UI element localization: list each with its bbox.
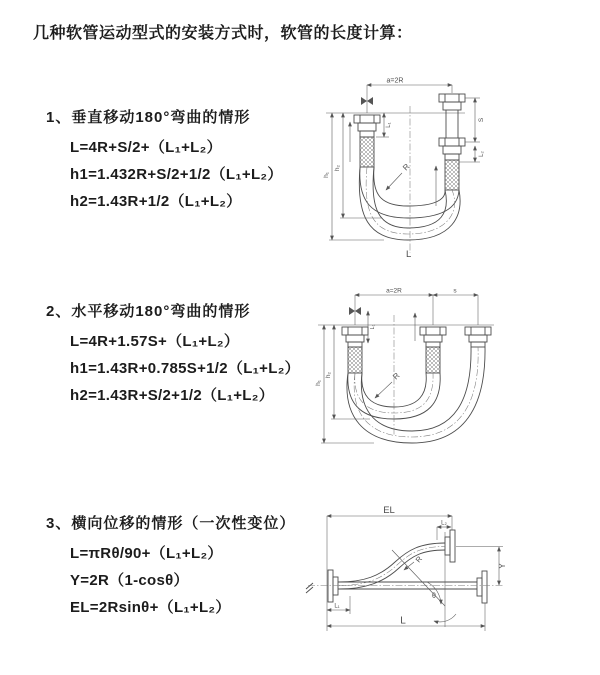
dim-label-el: EL xyxy=(383,505,395,516)
formula-line: L=πRθ/90+（L₁+L₂） xyxy=(70,545,223,562)
section-lateral-displacement xyxy=(46,512,295,621)
diagram-lateral-displacement xyxy=(296,500,600,648)
dim-label-l2: L₂ xyxy=(479,151,485,157)
theta-label: θ xyxy=(432,593,436,600)
formula-line: L=4R+S/2+（L₁+L₂） xyxy=(70,139,222,156)
formula-list xyxy=(46,134,283,215)
diagram-vertical-180-bend xyxy=(312,70,594,265)
dim-label-h2: h₂ xyxy=(325,371,332,379)
dim-label-l1: L₁ xyxy=(386,122,392,128)
formula-line: Y=2R（1-cosθ） xyxy=(70,572,189,589)
left-pipe-fitting xyxy=(342,327,368,373)
formula-line: EL=2Rsinθ+（L₁+L₂） xyxy=(70,599,231,616)
dim-label-h1: h₁ xyxy=(323,172,330,178)
formula-list xyxy=(46,540,295,621)
right-pipe-fitting xyxy=(465,327,491,347)
dim-h1 xyxy=(315,325,374,443)
formula-line: h2=1.43R+1/2（L₁+L₂） xyxy=(70,193,242,210)
right-pipe-fitting xyxy=(439,94,465,190)
angle-construction xyxy=(392,532,456,627)
radius-callout xyxy=(386,162,412,190)
section-horizontal-180-bend xyxy=(46,300,300,409)
dim-y xyxy=(456,547,507,586)
section-vertical-180-bend xyxy=(46,106,283,215)
braided-hose-section xyxy=(360,137,374,167)
section-heading: 1、垂直移动180°弯曲的情形 xyxy=(46,109,251,126)
dim-label-l1: L₁ xyxy=(334,603,340,610)
left-flange xyxy=(328,570,338,602)
braided-hose-section xyxy=(348,347,362,373)
dim-label-h2: h₂ xyxy=(334,164,341,172)
upper-flange xyxy=(445,530,455,562)
braided-hose-section xyxy=(445,160,459,190)
dim-el xyxy=(327,505,452,631)
dim-s xyxy=(465,98,485,142)
pipe-break-mark xyxy=(306,583,313,593)
dim-label-s: S xyxy=(478,117,485,123)
formula-line: L=4R+1.57S+（L₁+L₂） xyxy=(70,333,240,350)
dim-h2 xyxy=(325,325,370,419)
radius-callout xyxy=(375,371,402,398)
dim-span-a2r xyxy=(367,78,452,97)
dim-label-l: L xyxy=(400,615,406,627)
dim-l2 xyxy=(459,146,485,162)
valve-icon xyxy=(361,96,373,113)
radius-callout xyxy=(404,554,424,570)
formula-line: h2=1.43R+S/2+1/2（L₁+L₂） xyxy=(70,387,275,404)
middle-pipe-fitting xyxy=(420,327,446,373)
dim-span-a2r xyxy=(355,288,478,326)
section-heading: 3、横向位移的情形（一次性变位） xyxy=(46,515,296,532)
dim-label-a2r: a=2R xyxy=(386,77,404,85)
dim-l1 xyxy=(327,596,350,614)
left-pipe-fitting xyxy=(354,115,380,167)
dim-label-y: Y xyxy=(498,563,507,569)
radius-label: R xyxy=(391,370,402,382)
dim-label-a2r: a=2R xyxy=(386,287,402,295)
valve-icon xyxy=(349,306,361,325)
diagram-horizontal-180-bend xyxy=(308,283,600,463)
dim-label-l1: L₁ xyxy=(370,324,376,330)
hose-u-curves xyxy=(347,347,485,443)
dim-l1 xyxy=(368,311,376,343)
section-heading: 2、水平移动180°弯曲的情形 xyxy=(46,303,251,320)
braided-hose-section xyxy=(426,347,440,373)
dim-label-l2: L₂ xyxy=(441,520,447,527)
page-title: 几种软管运动型式的安装方式时，软管的长度计算： xyxy=(33,25,413,42)
dim-label-s: s xyxy=(453,287,457,295)
formula-line: h1=1.432R+S/2+1/2（L₁+L₂） xyxy=(70,166,283,183)
formula-line: h1=1.43R+0.785S+1/2（L₁+L₂） xyxy=(70,360,300,377)
length-label: L xyxy=(406,249,412,260)
radius-label: R xyxy=(401,161,412,173)
dim-label-h1: h₁ xyxy=(315,380,322,386)
right-flange xyxy=(477,571,487,603)
radius-label: R xyxy=(413,554,425,565)
dim-l1 xyxy=(376,113,392,137)
dim-l xyxy=(327,603,485,631)
formula-list xyxy=(46,328,300,409)
